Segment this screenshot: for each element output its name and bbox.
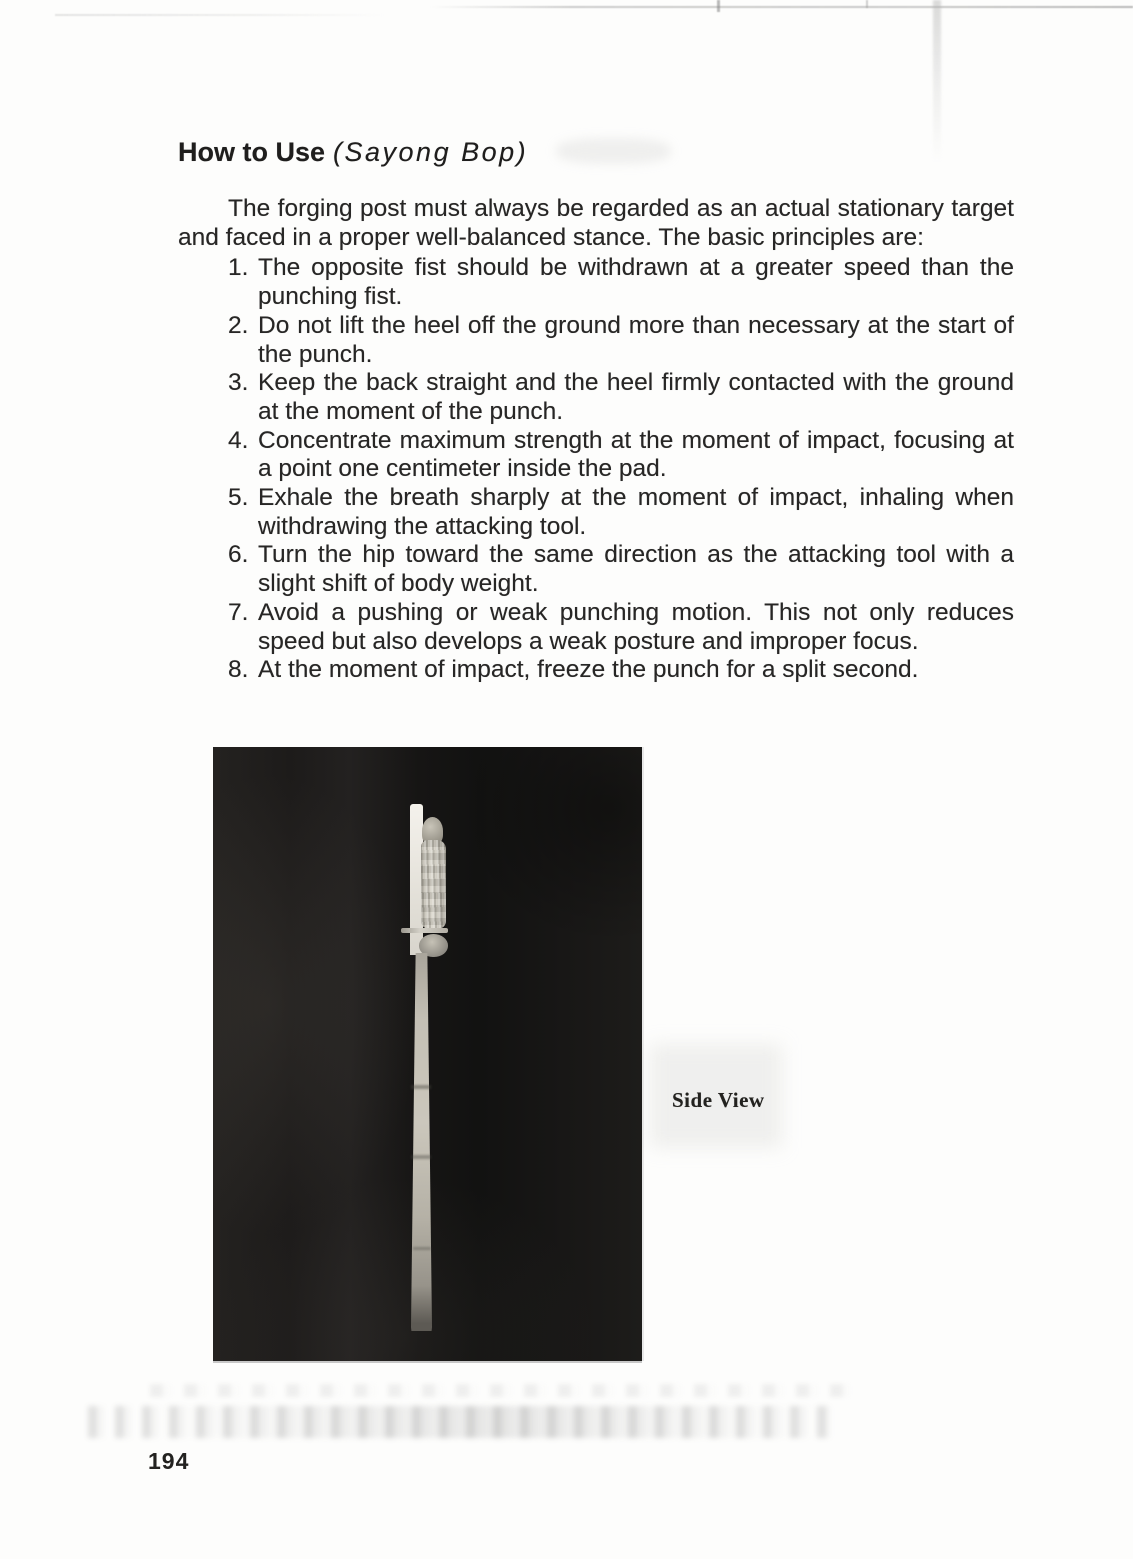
item-text: Do not lift the heel off the ground more than necessary at the start of the punch. bbox=[258, 311, 1014, 368]
item-text: At the moment of impact, freeze the punch for a split second. bbox=[258, 656, 919, 684]
text-column bbox=[178, 136, 1014, 685]
item-number: 5. bbox=[228, 484, 249, 512]
bleedthrough-text-band bbox=[88, 1406, 830, 1438]
straw-pad bbox=[421, 840, 446, 929]
list-item bbox=[178, 427, 1014, 484]
list-item bbox=[178, 312, 1014, 369]
item-text: The opposite fist should be withdrawn at a greater speed than the punching fist. bbox=[258, 254, 1014, 311]
list-item bbox=[178, 599, 1014, 656]
item-number: 1. bbox=[228, 254, 249, 282]
page-subtitle: (Sayong Bop) bbox=[333, 137, 529, 167]
figure-caption: Side View bbox=[672, 1088, 765, 1112]
page-number: 194 bbox=[148, 1448, 190, 1474]
list-item bbox=[178, 369, 1014, 426]
scan-artifact-line bbox=[430, 6, 1133, 8]
item-number: 6. bbox=[228, 541, 249, 569]
post-joint-mark bbox=[411, 1085, 431, 1089]
item-text: Avoid a pushing or weak punching motion. This not only reduces speed but also develops a weak posture and improper focus. bbox=[258, 598, 1014, 655]
scan-artifact-line bbox=[55, 14, 385, 16]
item-number: 4. bbox=[228, 426, 249, 454]
item-text: Turn the hip toward the same direction as the attacking tool with a slight shift of body weight. bbox=[258, 541, 1014, 598]
post-joint-mark bbox=[413, 1247, 431, 1250]
item-number: 8. bbox=[228, 656, 249, 684]
item-number: 2. bbox=[228, 311, 249, 339]
list-item bbox=[178, 656, 1014, 685]
scan-artifact-tick bbox=[717, 0, 720, 12]
list-item bbox=[178, 254, 1014, 311]
binding-pin bbox=[401, 928, 448, 933]
post-shaft-lower bbox=[411, 953, 432, 1331]
item-text: Exhale the breath sharply at the moment of impact, inhaling when withdrawing the attacking tool. bbox=[258, 484, 1014, 540]
post-joint-mark bbox=[411, 1155, 431, 1159]
figure-photo bbox=[213, 747, 642, 1361]
item-number: 3. bbox=[228, 369, 249, 397]
principles-list bbox=[178, 254, 1014, 685]
list-item bbox=[178, 484, 1014, 541]
item-number: 7. bbox=[228, 598, 249, 626]
page-title: How to Use bbox=[178, 137, 326, 167]
intro-paragraph: The forging post must always be regarded as an actual stationary target and faced in a proper well-balanced stance. The basic principles are: bbox=[178, 195, 1014, 251]
scan-artifact-tick bbox=[866, 0, 868, 8]
list-item bbox=[178, 541, 1014, 598]
section-heading bbox=[178, 136, 1014, 168]
item-text: Keep the back straight and the heel firmly contacted with the ground at the moment of the punch. bbox=[258, 369, 1014, 425]
bleedthrough-text-band bbox=[150, 1384, 850, 1397]
item-text: Concentrate maximum strength at the moment of impact, focusing at a point one centimeter inside the pad. bbox=[258, 426, 1014, 483]
